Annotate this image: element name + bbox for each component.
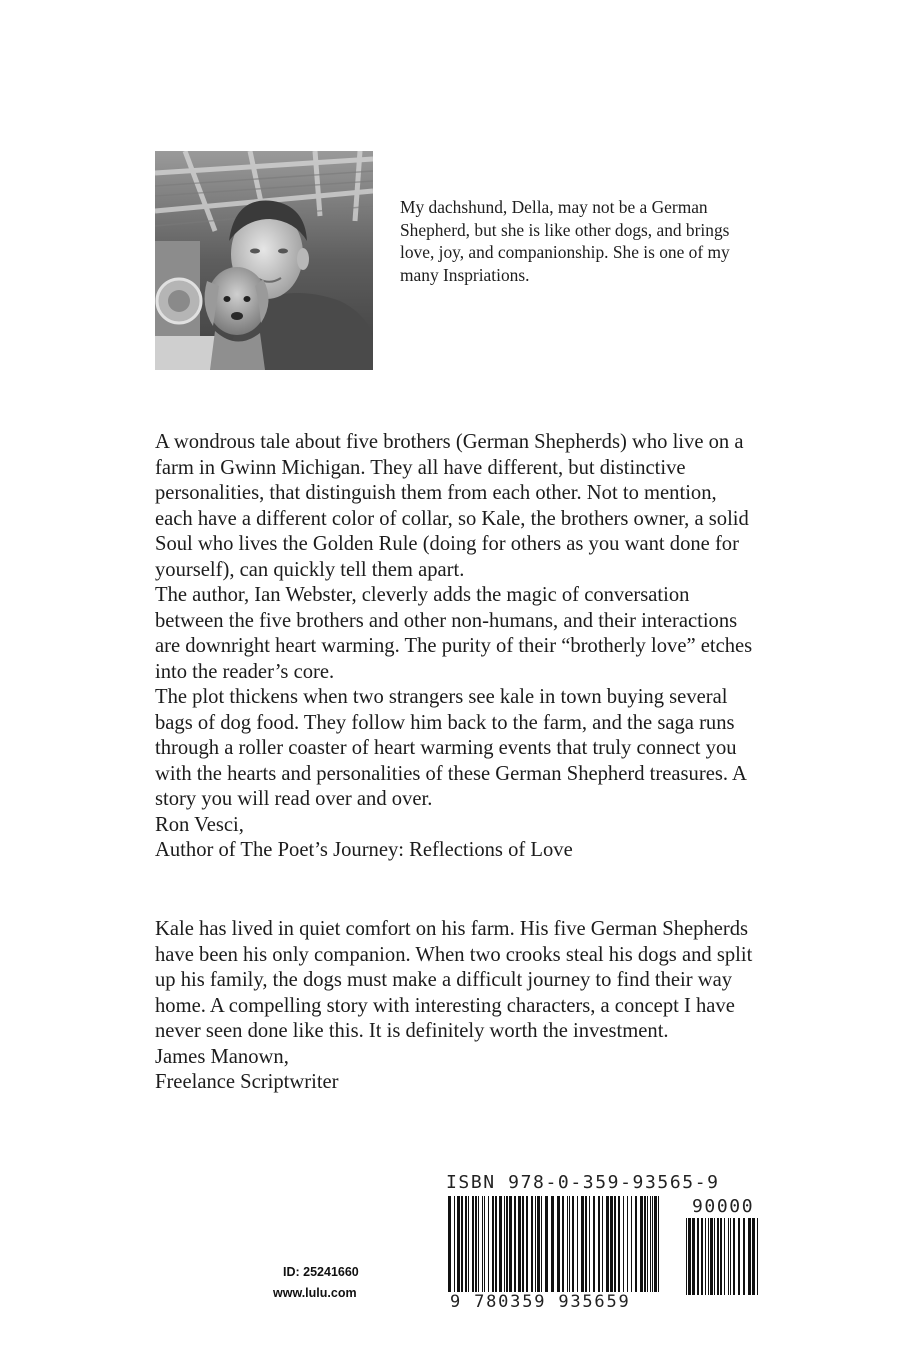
barcode-bar [475, 1196, 477, 1296]
reviewer-title: Author of The Poet’s Journey: Reflections of Love [155, 839, 573, 861]
barcode-bar [635, 1196, 637, 1296]
barcode-bar [644, 1196, 646, 1296]
barcode-bar [488, 1196, 489, 1296]
isbn-barcode-block [446, 1172, 771, 1317]
author-photo [155, 151, 373, 370]
review-james-manown [155, 917, 755, 1096]
barcode-bar [738, 1218, 740, 1295]
barcode-bar [647, 1196, 648, 1296]
caption-text: My dachshund, Della, may not be a German Shepherd, but she is like other dogs, and brings love, joy, and companionship. She is one of my many Inspriations. [400, 197, 730, 285]
barcode-bar [720, 1218, 722, 1295]
barcode-digits: 9 780359 935659 [446, 1292, 661, 1314]
barcode-bar [551, 1196, 554, 1296]
barcode-bar [457, 1196, 460, 1296]
barcode-bar [465, 1196, 467, 1296]
publisher-id: ID: 25241660 [283, 1265, 359, 1279]
barcode-bar [581, 1196, 584, 1296]
review-ron-vesci [155, 430, 755, 864]
barcode-bar [654, 1196, 657, 1296]
barcode-bar [589, 1196, 590, 1296]
barcode-bar [567, 1196, 568, 1296]
barcode-bar [708, 1218, 709, 1295]
barcode-bar [468, 1196, 469, 1296]
barcode-bar [728, 1218, 729, 1295]
barcode-bar [545, 1196, 548, 1296]
review-paragraph: A wondrous tale about five brothers (German Shepherds) who live on a farm in Gwinn Michigan. They all have different, but distinctive personalities, that distinguish them from each other. Not to mention, each have a different color of collar, so Kale, the brothers owner, a solid Soul who lives the Golden Rule (doing for others as you want done for yourself), can quickly tell them apart. [155, 431, 749, 581]
barcode-bar [640, 1196, 643, 1296]
barcode-bar [518, 1196, 521, 1296]
barcode-bar [572, 1196, 574, 1296]
barcode-bar [606, 1196, 609, 1296]
barcode-bar [705, 1218, 706, 1295]
barcode-bar [484, 1196, 485, 1296]
barcode-bar [522, 1196, 524, 1296]
barcode-bar [472, 1196, 474, 1296]
review-paragraph: The plot thickens when two strangers see kale in town buying several bags of dog food. They follow him back to the farm, and the saga runs through a roller coaster of heart warming events that truly connect you with the hearts and personalities of these German Shepherd treasures. A story you will read over and over. [155, 686, 746, 810]
barcode-bar [730, 1218, 731, 1295]
photo-caption [400, 196, 740, 286]
barcode-bar [535, 1196, 536, 1296]
barcode-bar [743, 1218, 745, 1295]
barcode-bar [499, 1196, 502, 1296]
review-paragraph: The author, Ian Webster, cleverly adds the magic of conversation between the five brothers and other non-humans, and their interactions are downright heart warming. The purity of their “brotherly love” etches into the reader’s core. [155, 584, 753, 683]
reviewer-title: Freelance Scriptwriter [155, 1071, 339, 1093]
barcode-bar [610, 1196, 613, 1296]
barcode-bar [692, 1218, 695, 1295]
barcode-bar [748, 1218, 751, 1295]
barcode-bar [593, 1196, 595, 1296]
barcode-bar [569, 1196, 570, 1296]
barcode-bar [697, 1218, 699, 1295]
barcode-bar [714, 1218, 715, 1295]
review-paragraph: Kale has lived in quiet comfort on his farm. His five German Shepherds have been his only companion. When two crooks steal his dogs and split up his family, the dogs must make a difficult journey to find their way home. A compelling story with interesting characters, a concept I have never seen done like this. It is definitely worth the investment. [155, 918, 753, 1042]
barcode-bar [602, 1196, 603, 1296]
barcode-bar [454, 1196, 455, 1296]
barcode-bar [710, 1218, 713, 1295]
barcode-bar [448, 1196, 451, 1296]
isbn-barcode-icon [446, 1196, 661, 1296]
price-code: 90000 [692, 1196, 755, 1217]
barcode-bar [618, 1196, 620, 1296]
barcode-bar [537, 1196, 540, 1296]
barcode-bar [701, 1218, 703, 1295]
barcode-bar [495, 1196, 497, 1296]
barcode-bar [686, 1218, 687, 1295]
barcode-bar [461, 1196, 463, 1296]
barcode-bar [492, 1196, 494, 1296]
barcode-bar [531, 1196, 533, 1296]
barcode-bar [627, 1196, 628, 1296]
price-barcode-icon [684, 1218, 762, 1295]
barcode-bar [541, 1196, 542, 1296]
barcode-bar [717, 1218, 719, 1295]
reviewer-name: James Manown, [155, 1045, 289, 1068]
barcode-bar [506, 1196, 508, 1296]
author-with-dog-photo-icon [155, 151, 373, 370]
barcode-bar [614, 1196, 616, 1296]
barcode-bar [752, 1218, 755, 1295]
barcode-bar [631, 1196, 632, 1296]
barcode-bar [562, 1196, 564, 1296]
publisher-url: www.lulu.com [273, 1286, 357, 1300]
barcode-bar [585, 1196, 587, 1296]
isbn-label: ISBN 978-0-359-93565-9 [446, 1172, 720, 1193]
barcode-bar [658, 1196, 659, 1296]
barcode-bar [526, 1196, 528, 1296]
barcode-bar [514, 1196, 516, 1296]
barcode-bar [482, 1196, 483, 1296]
barcode-bar [733, 1218, 735, 1295]
barcode-bar [650, 1196, 651, 1296]
barcode-bar [478, 1196, 479, 1296]
barcode-bar [724, 1218, 725, 1295]
barcode-bar [509, 1196, 512, 1296]
barcode-bar [757, 1218, 758, 1295]
barcode-bar [688, 1218, 691, 1295]
barcode-bar [623, 1196, 624, 1296]
barcode-bar [577, 1196, 578, 1296]
reviewer-name: Ron Vesci, [155, 813, 244, 836]
barcode-bar [557, 1196, 560, 1296]
barcode-bar [652, 1196, 653, 1296]
barcode-bar [504, 1196, 505, 1296]
barcode-bar [598, 1196, 600, 1296]
